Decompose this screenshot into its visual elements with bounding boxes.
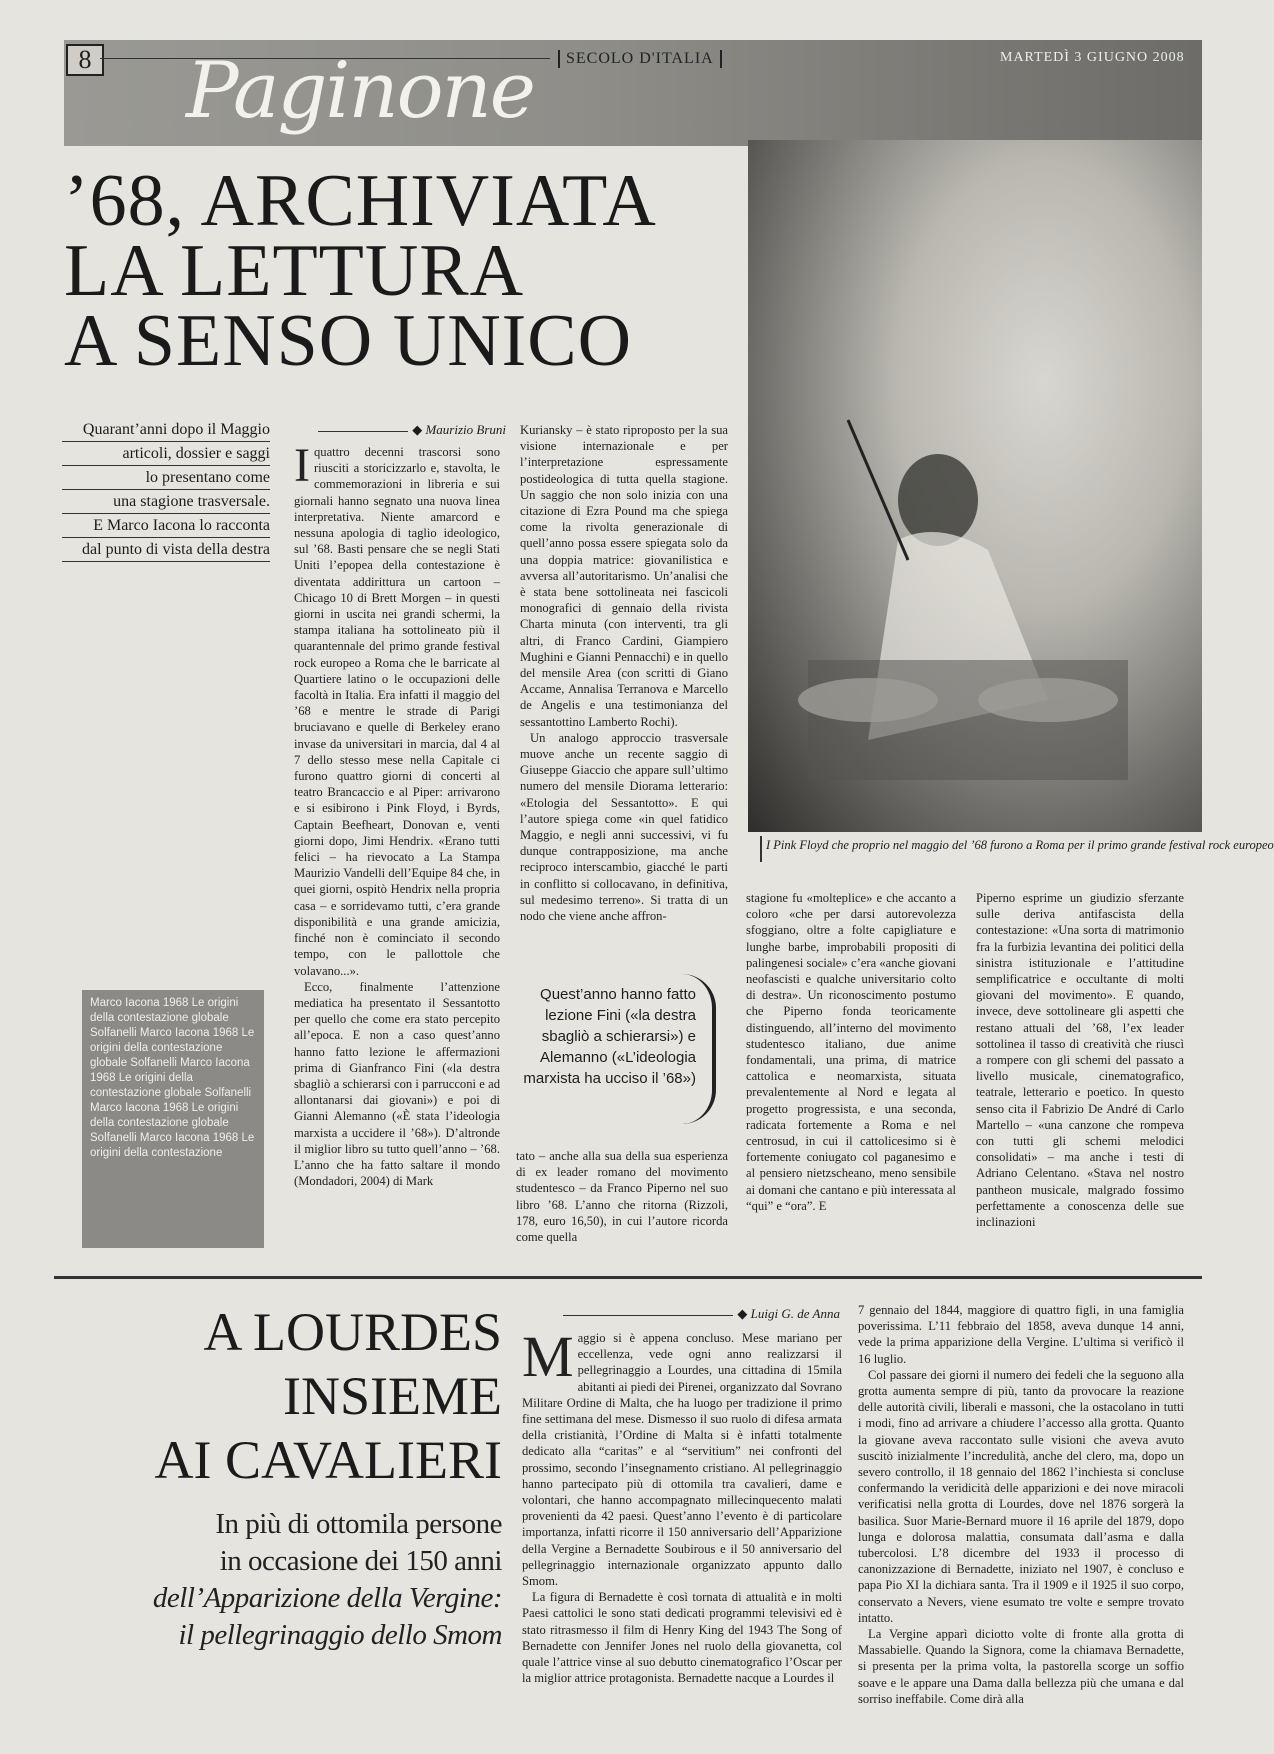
article-column xyxy=(294,439,500,1240)
column-text: stagione fu «molteplice» e che accanto a coloro «che per darsi autorevolezza sfoggiano, oltre a folte capigliature e lunghe barbe, improbabili propositi di palingenesi sociale» c’era «anche giovani neofascisti e qualche universitario colto di destra». Un riconoscimento postumo che Piperno fonda teoricamente distinguendo, all’interno del movimento studentesco italiano, due anime fondamentali, una prima, di matrice cattolica e neomarxista, situata prevalentemente al Nord e legata al progetto progressista, e una seconda, radicata fortemente a Roma e nel centrosud, in cui il cattolicesimo si è fortemente coniugato col paganesimo e al pensiero nietzscheano, meno sensibile ai domani che cantano e più interessata al “qui” e “ora”. E xyxy=(746,891,956,1213)
deck-line: dal punto di vista della destra xyxy=(62,538,270,562)
second-headline xyxy=(120,1300,502,1492)
deck-line: articoli, dossier e saggi xyxy=(62,442,270,466)
headline-line: ’68, ARCHIVIATA xyxy=(64,160,657,242)
headline-line: INSIEME xyxy=(283,1366,502,1426)
byline-author: Maurizio Bruni xyxy=(425,422,506,437)
column-paragraph: La Vergine apparì diciotto volte di fronte alla grotta di Massabielle. Quando la Signora, come la chiamava Bernadette, si presenta per la prima volta, la pastorella scorge un soffio soave e le appare una Dama dalla bellezza più che umana e dal sorriso ineffabile. Come dirà alla xyxy=(858,1627,1184,1706)
column-text: Kuriansky – è stato riproposto per la sua visione internazionale e per l’interpretazione espressamente postideologica di tutta quella stagione. Un saggio che non solo inizia con una citazione di Ezra Pound ma che spiega come la rivolta generazionale di quell’anno possa essere spiegata solo da una doppia matrice: giovanilistica e avversa all’autoritarismo. Un’analisi che è stata bene sottolineata nei fascicoli monografici di gennaio della rivista Charta minuta (con interventi, tra gli altri, di Franco Cardini, Giampiero Mughini e Gianni Pennacchi) e in quello del mensile Area (con scritti di Giano Accame, Annalisa Terranova e Marcello de Angelis e una testimonianza del sessantottino Lamberto Rochi). xyxy=(520,423,728,729)
newspaper-name: SECOLO D'ITALIA xyxy=(558,50,722,68)
deck-line: E Marco Iacona lo racconta xyxy=(62,514,270,538)
pull-quote-bracket xyxy=(682,974,716,1124)
column-text: aggio si è appena concluso. Mese mariano per eccellenza, vede ogni anno realizzarsi il pellegrinaggio a Lourdes, una cittadina di 15mila abitanti ai piedi dei Pirenei, organizzato dal Sovrano Militare Ordine di Malta, che ha luogo per tradizione il primo fine settimana del mese. Dismesso il suo ruolo di difesa armata della cristianità, l’Ordine di Malta si è infatti totalmente dedicato alla “caritas” e al “servitium” nei confronti del prossimo, secondo l’insegnamento cristiano. Al pellegrinaggio hanno partecipato più di ottomila tra cavalieri, dame e volontari, che hanno accompagnato millecinquecento malati provenienti da 42 paesi. Quest’anno l’evento è di particolare importanza, infatti ricorre il 150 anniversario dell’Apparizione della Vergine a Bernadette Soubirous e il 50 anniversario del pellegrinaggio internazionale organizzato appunto dallo Smom. xyxy=(522,1331,842,1589)
deck-line: una stagione trasversale. xyxy=(62,490,270,514)
drop-cap: M xyxy=(522,1324,574,1389)
article-column xyxy=(746,890,956,1242)
deck-line: lo presentano come xyxy=(62,466,270,490)
main-headline xyxy=(64,160,744,382)
column-text: tato – anche alla sua della sua esperienza di ex leader romano del movimento studentesco – da Franco Piperno nel suo libro ’68. L’anno che ritorna (Rizzoli, 178, euro 16,50), in cui l’autore ricorda come quella xyxy=(516,1149,728,1245)
tag-box-text: Marco Iacona 1968 Le origini della contestazione globale Solfanelli Marco Iacona 1968 Le origini della contestazione globale Solfanelli Marco Iacona 1968 Le origini della contestazione globale Solfanelli Marco Iacona 1968 Le origini della contestazione globale Solfanelli Marco Iacona 1968 Le origini della contestazione xyxy=(90,997,255,1159)
column-text: 7 gennaio del 1844, maggiore di quattro figli, in una famiglia poverissima. L’11 febbraio del 1858, aveva dunque 14 anni, vede la prima apparizione della Vergine. L’ultima si verificò il 16 luglio. xyxy=(858,1303,1184,1366)
deck-line: dell’Apparizione della Vergine: xyxy=(152,1582,502,1614)
byline-rule xyxy=(318,431,408,432)
headline-line: A SENSO UNICO xyxy=(64,300,633,382)
column-paragraph: Ecco, finalmente l’attenzione mediatica ha presentato il Sessantotto per quello che come era stato percepito all’epoca. E non a caso quest’anno hanno fatto lezione le affermazioni prima di Gianfranco Fini («la destra sbagliò a schierarsi con i parrucconi e ad allontanarsi dai giovani») e poi di Gianni Alemanno («È stata l’ideologia marxista a uccidere il ’68»). D’altronde il miglior libro su tutto quell’anno – ’68. L’anno che ha fatto saltare il mondo (Mondadori, 2004) di Mark xyxy=(294,979,500,1189)
book-tag-box xyxy=(82,990,264,1248)
headline-line: AI CAVALIERI xyxy=(154,1430,502,1490)
column-paragraph: Un analogo approccio trasversale muove anche un recente saggio di Giuseppe Giaccio che appare sull’ultimo numero del mensile Diorama letterario: «Etologia del Sessantotto». E qui l’autore spiega come «in quel fatidico Maggio, e negli anni successivi, vi fu dunque contrapposizione, ma anche reciproco interscambio, giacché le parti in conflitto si collocavano, in definitiva, sul medesimo terreno». Si tratta di un nodo che viene anche affron- xyxy=(520,730,728,924)
deck-line: il pellegrinaggio dello Smom xyxy=(178,1619,502,1651)
pull-quote: Quest’anno hanno fatto lezione Fini («la destra sbagliò a schierarsi») e Alemanno («L’ideologia marxista ha ucciso il ’68») xyxy=(523,986,696,1087)
section-divider xyxy=(54,1276,1202,1279)
column-text: quattro decenni trascorsi sono riusciti a storicizzarlo e, stavolta, le commemorazioni in libreria e sui giornali hanno segnato una nuova linea interpretativa. Niente amarcord e nessuna apologia di taglio ideologico, sul ’68. Basti pensare che se negli Stati Uniti l’epopea della contestazione è diventata addirittura un cartoon – Chicago 10 di Brett Morgen – in questi giorni in uscita nei grandi schermi, la stampa italiana ha sottolineato più il quarantennale del primo grande festival rock europeo a Roma che le barricate al Quartiere latino o le occupazioni delle facoltà in Italia. Era infatti il maggio del ’68 e mentre le strade di Parigi bruciavano e quelle di Berkeley erano invase da universitari in marcia, dal 4 al 7 dello stesso mese nella Capitale ci furono quattro giorni di concerti al teatro Brancaccio e al Piper: arrivarono e si esibirono i Pink Floyd, i Byrds, Captain Beefheart, Donovan e, venti giorni dopo, Jimi Hendrix. «Erano tutti felici – ha rievocato a La Stampa Maurizio Vandelli dell’Equipe 84 che, in quei giorni, ospitò Hendrix nella propria casa – e sorridevamo tutti, c’era grande disponibilità e una grande amicizia, finché non è cominciato il secondo tempo, con le pallottole che volavano...». xyxy=(294,445,500,978)
column-text: Piperno esprime un giudizio sferzante sulle deriva antifascista della contestazione: «Una sorta di matrimonio fra la furbizia levantina dei politici della sinistra istituzionale e l’attitudine semplificatrice e occultante di molti giovani del movimento». E quando, invece, deve sottolineare gli aspetti che restano attuali del ’68, l’ex leader sottolinea il tasso di creatività che riuscì a rompere con gli schemi del passato a livello musicale, cinematografico, teatrale, letterario e poetico. In questo senso cita il Fabrizio De André di Carlo Martello – «una canzone che rompeva con tutti gli schemi melodici consolidati» – ma anche i testi di Adriano Celentano. «Stava nel nostro pantheon musicale, malgrado fossimo perfettamente a conoscenza delle sue inclinazioni xyxy=(976,891,1184,1230)
deck-line: Quarant’anni dopo il Maggio xyxy=(62,418,270,442)
article-column xyxy=(520,422,728,956)
drop-cap: I xyxy=(294,439,310,492)
article-column xyxy=(522,1324,842,1750)
byline-author: Luigi G. de Anna xyxy=(750,1306,840,1321)
caption-marker xyxy=(760,836,762,862)
section-title: Paginone xyxy=(186,46,534,136)
article-deck xyxy=(62,418,270,562)
byline-rule xyxy=(563,1315,733,1316)
column-paragraph: Col passare dei giorni il numero dei fedeli che la seguono alla grotta aumenta sempre di più, tanto da provocare la reazione delle autorità civili, liberali e massoni, che la ostacolano in tutti i modi, fino ad arrivare a chiudere l’accesso alla grotta. Quanto la giovane aveva raccontato sulle visioni che aveva avuto suscitò inizialmente l’incredulità, anche del clero, ma, dopo un severo controllo, il 18 gennaio del 1862 l’inchiesta si concluse confermando la veridicità delle apparizioni e dei nove miracoli verificatisi nella grotta di Lourdes, dove nel 1876 sorgerà la basilica. Suor Marie-Bernard muore il 16 aprile del 1879, dopo lunga e dolorosa malattia, consumata dall’asma e dalla tubercolosi. L’8 dicembre del 1933 il processo di canonizzazione di Bernadette, iniziato nel 1907, è concluso e papa Pio XI la dichiara santa. Tra il 1909 e il 1925 il suo corpo, conservato a Nevers, viene esumato tre volte e sempre trovato intatto. xyxy=(858,1367,1184,1625)
headline-line: LA LETTURA xyxy=(64,230,525,312)
byline: ◆ Maurizio Bruni xyxy=(300,422,506,438)
article-column xyxy=(976,890,1184,1242)
issue-date: MARTEDÌ 3 GIUGNO 2008 xyxy=(1000,50,1185,65)
second-deck xyxy=(60,1506,502,1654)
article-column xyxy=(858,1302,1184,1750)
deck-line: In più di ottomila persone xyxy=(215,1508,502,1540)
photo-caption: I Pink Floyd che proprio nel maggio del ’68 furono a Roma per il primo grande festival rock europeo xyxy=(766,838,1274,852)
deck-line: in occasione dei 150 anni xyxy=(219,1545,502,1577)
photo-silhouette xyxy=(748,140,1202,832)
column-paragraph: La figura di Bernadette è così tornata di attualità e in molti Paesi cattolici le sono stati dedicati programmi televisivi ed è stato ritrasmesso il film di Henry King del 1943 The Song of Bernadette con Jennifer Jones nel ruolo della giovanetta, col quale l’attrice vinse al suo debutto cinematografico l’Oscar per la miglior attrice protagonista. Bernadette nacque a Lourdes il xyxy=(522,1590,842,1686)
concert-photo xyxy=(748,140,1202,832)
article-column xyxy=(516,1148,728,1245)
headline-line: A LOURDES xyxy=(203,1302,502,1362)
byline: ◆ Luigi G. de Anna xyxy=(560,1306,840,1322)
page-number: 8 xyxy=(66,44,104,76)
